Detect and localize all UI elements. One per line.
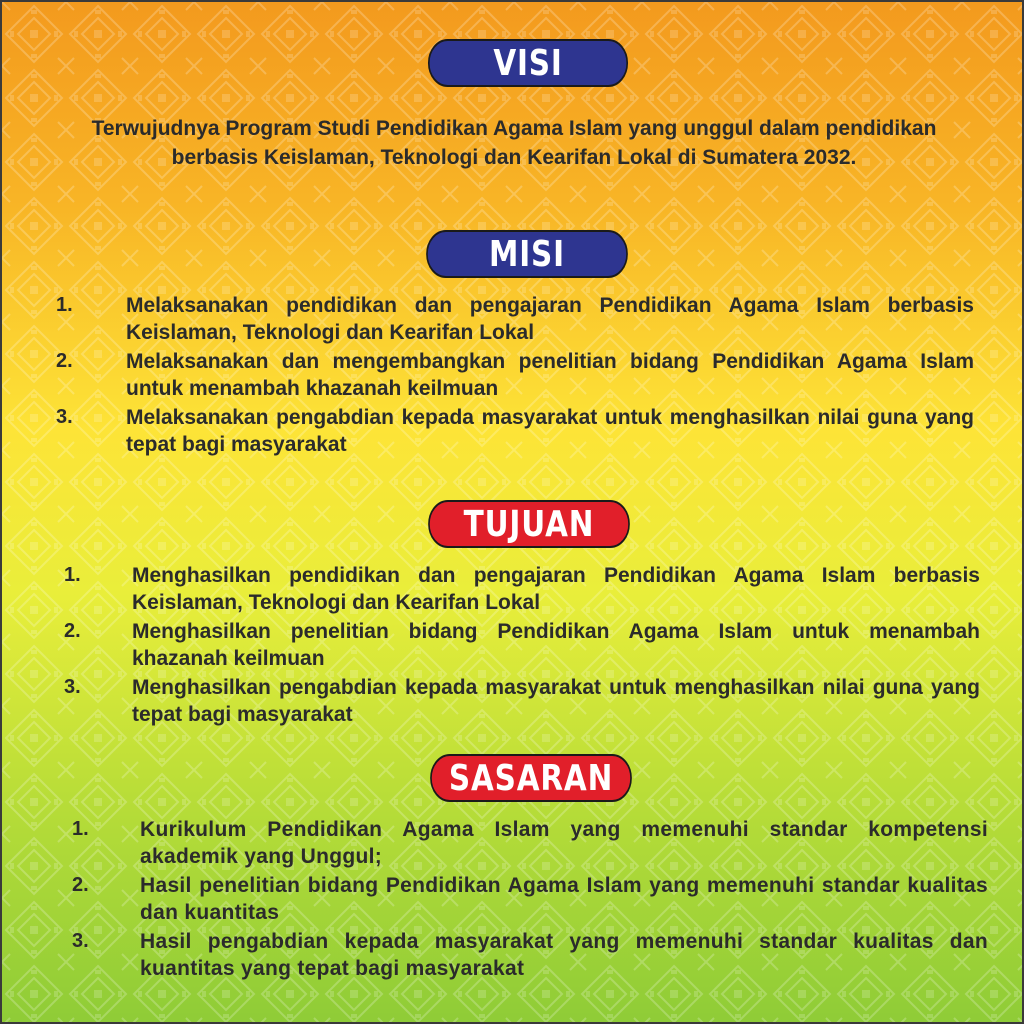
misi-item-number: 2. [56,350,73,372]
tujuan-item-number: 3. [64,676,81,698]
sasaran-item-text: Kurikulum Pendidikan Agama Islam yang memenuhi standar kompetensi akademik yang Unggul; [140,818,988,868]
sasaran-item-number: 2. [72,874,89,896]
sasaran-item-text: Hasil penelitian bidang Pendidikan Agama Islam yang memenuhi standar kualitas dan kuantitas [140,874,988,924]
tujuan-heading: TUJUAN [428,500,630,548]
misi-item-number: 1. [56,294,73,316]
misi-list [56,292,974,460]
tujuan-item [64,674,980,728]
tujuan-item-text: Menghasilkan penelitian bidang Pendidikan Agama Islam untuk menambah khazanah keilmuan [132,620,980,670]
misi-item [56,348,974,402]
sasaran-item [72,816,988,870]
tujuan-item-number: 1. [64,564,81,586]
visi-statement: Terwujudnya Program Studi Pendidikan Agama Islam yang unggul dalam pendidikan berbasis Keislaman, Teknologi dan Kearifan Lokal di Sumatera 2032. [91,117,937,169]
sasaran-item [72,928,988,982]
sasaran-item-number: 1. [72,818,89,840]
misi-item [56,292,974,346]
sasaran-item-text: Hasil pengabdian kepada masyarakat yang memenuhi standar kualitas dan kuantitas yang tepat bagi masyarakat [140,930,988,980]
misi-item-text: Melaksanakan pendidikan dan pengajaran Pendidikan Agama Islam berbasis Keislaman, Teknologi dan Kearifan Lokal [126,294,974,344]
misi-item-text: Melaksanakan dan mengembangkan penelitian bidang Pendidikan Agama Islam untuk menambah khazanah keilmuan [126,350,974,400]
sasaran-heading: SASARAN [430,754,632,802]
sasaran-list [72,816,988,984]
misi-item-number: 3. [56,406,73,428]
tujuan-item-number: 2. [64,620,81,642]
visi-heading: VISI [428,39,628,87]
sasaran-item-number: 3. [72,930,89,952]
misi-item-text: Melaksanakan pengabdian kepada masyarakat untuk menghasilkan nilai guna yang tepat bagi masyarakat [126,406,974,456]
misi-item [56,404,974,458]
misi-heading: MISI [426,230,628,278]
sasaran-item [72,872,988,926]
tujuan-item-text: Menghasilkan pendidikan dan pengajaran Pendidikan Agama Islam berbasis Keislaman, Teknologi dan Kearifan Lokal [132,564,980,614]
tujuan-item [64,618,980,672]
tujuan-list [64,562,980,730]
tujuan-item [64,562,980,616]
tujuan-item-text: Menghasilkan pengabdian kepada masyarakat untuk menghasilkan nilai guna yang tepat bagi masyarakat [132,676,980,726]
